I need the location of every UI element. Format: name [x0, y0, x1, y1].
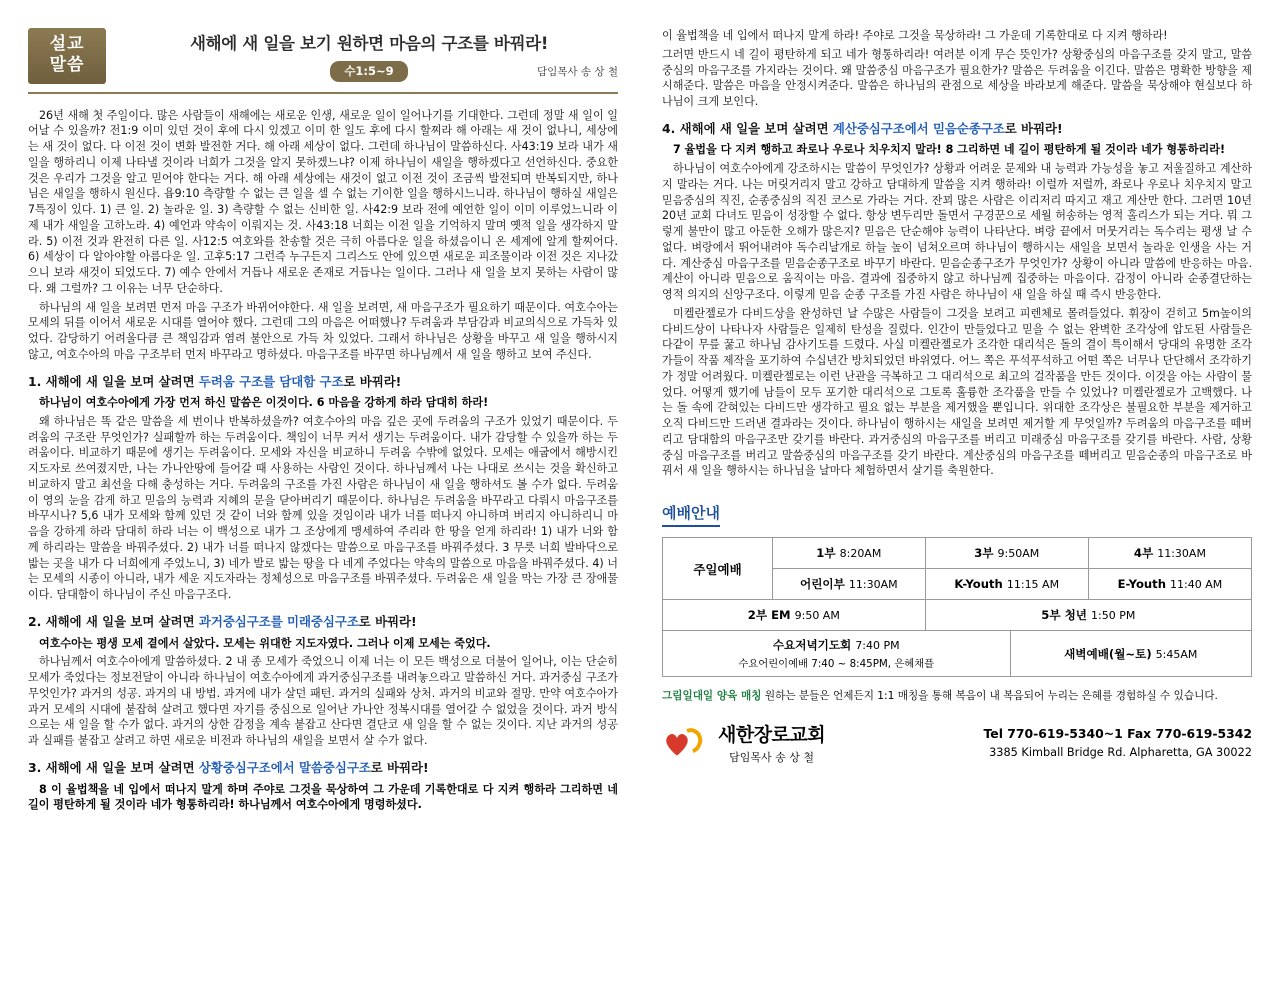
- wednesday-prayer-cell: 수요저녁기도회 7:40 PM 수요어린이예배 7:40 ~ 8:45PM, 은혜채플: [663, 631, 1011, 677]
- matching-note-highlight: 그림일대일 양육 매칭: [662, 690, 762, 703]
- footer: [662, 720, 1252, 765]
- section-2-paragraph-1: 하나님께서 여호수아에게 말씀하셨다. 2 내 종 모세가 죽었으니 이제 너는 이 모든 백성으로 더불어 일어나, 이는 단순히 모세가 죽었다는 정보전달이 아니라 하나님이 여호수아에게 과거중심구조를 내려놓으라고 말씀하신 거다. 과거중심 구조가 무엇인가? 과거의 성공. 과거의 내 방법. 과거에 내가 살던 패턴. 과거의 실패와 상처. 과거의 비교와 절망. 만약 여호수아가 과거 모세의 시대에 붙잡혀 살려고 했다면 자기를 중심으로 일어난 가나안 정복시대를 열어갈 수 없었을 것이다. 과거 방식으로는 새 일을 할 수가 없다. 과거의 상한 감정을 계속 붙잡고 산다면 결단코 새 일을 할 수 없는 것이다. 지난 과거의 성공과 실패를 붙잡고 살려고 하면 새로운 비전과 하나님의 새일을 보면서 살 수가 없다.: [28, 655, 618, 748]
- service-cell-kyouth: K-Youth 11:15 AM: [925, 569, 1088, 600]
- section-4-highlight: 계산중심구조에서 믿음순종구조: [832, 120, 1005, 136]
- title-wrap: [106, 28, 618, 84]
- dawn-prayer-cell: 새벽예배(월~토) 5:45AM: [1010, 631, 1252, 677]
- service-cell-children: 어린이부 11:30AM: [773, 569, 926, 600]
- footer-pastor-name: 담임목사 송 상 철: [729, 751, 814, 765]
- contact-info: [984, 726, 1253, 759]
- intro-paragraph-2: 하나님의 새 일을 보려면 먼저 마음 구조가 바뀌어야한다. 새 일을 보려면, 새 마음구조가 필요하기 때문이다. 여호수아는 모세의 뒤를 이어서 새로운 시대를 열어야 했다. 그런데 그의 마음은 어떠했나? 두려움과 부담감과 비교의식으로 가득차 있었다. 감당하기 어려울다큼 큰 책임감과 염려 불안으로 가득 차 있었다. 그래서 하나님은 상황을 바꾸고 새 일을 행하시지 않고, 여호수아의 마음 구조부터 먼저 바꾸라고 명하셨다. 마음구조를 바꾸면 하나님께서 새 일을 행하고 보여 주신다.: [28, 300, 618, 361]
- wednesday-prayer-sub: 수요어린이예배 7:40 ~ 8:45PM, 은혜채플: [738, 658, 935, 671]
- section-1-pre: 1. 새해에 새 일을 보며 살려면: [28, 373, 199, 389]
- section-3-highlight: 상황중심구조에서 말씀중심구조: [198, 759, 371, 775]
- section-2-pre: 2. 새해에 새 일을 보며 살려면: [28, 613, 199, 629]
- service-cell-5bu-youth: 5부 청년 1:50 PM: [925, 600, 1251, 631]
- section-heading-2: [28, 614, 618, 631]
- extra-services-table: [662, 630, 1252, 677]
- contact-address: 3385 Kimball Bridge Rd. Alpharetta, GA 30022: [989, 746, 1252, 760]
- church-logo-icon: [662, 726, 704, 760]
- worship-info-heading: 예배안내: [662, 502, 720, 527]
- masthead: [28, 28, 618, 94]
- section-2-post: 로 바꿔라!: [358, 613, 417, 629]
- service-cell-2bu-em: 2부 EM 9:50 AM: [663, 600, 926, 631]
- right-column: [640, 0, 1280, 987]
- section-3-pre: 3. 새해에 새 일을 보며 살려면: [28, 759, 199, 775]
- sermon-badge: [28, 28, 106, 84]
- section-1-verse: 하나님이 여호수아에게 가장 먼저 하신 말씀은 이것이다. 6 마음을 강하게 하라 담대히 하라!: [39, 396, 489, 410]
- sermon-badge-line1: 설교: [49, 34, 85, 54]
- sermon-title: 새해에 새 일을 보기 원하면 마음의 구조를 바꿔라!: [189, 33, 549, 53]
- section-4-paragraph-1: 하나님이 여호수아에게 강조하시는 말씀이 무엇인가? 상황과 어려운 문제와 내 능력과 가능성을 놓고 저울질하고 계산하지 말라는 거다. 나는 머릿거리지 말고 강하고 담대하게 말씀을 지켜 행하라! 이럴까 저럴까, 좌로나 우로나 치우치지 말고 믿음중심의 직진, 순종중심의 직진 코스로 가라는 거다. 잔꾀 많은 사람은 이리저리 따지고 재고 계산만 한다. 그러면 10년 20년 교회 다녀도 믿음이 성장할 수 없다. 항상 변두리만 돌면서 구경꾼으로 세월 허송하는 영적 홀리스가 되는 거다. 뭐 그렇게 불만이 많고 아둔한 오해가 많은지? 믿음은 단순해야 능력이 나타난다. 벼랑 끝에서 머뭇거리는 독수리는 평생 날 수 없다. 벼랑에서 뛰어내려야 독수리날개로 하늘 높이 넘쳐오르며 하나님이 행하시는 새일을 보면서 놀라운 인생을 사는 거다. 계산중심 마음구조를 믿음순종구조로 바꾸기 바란다. 믿음순종구조가 무엇인가? 상황이 아니라 말씀에 반응하는 마음. 계산이 아니라 믿음으로 움직이는 마음. 결과에 집중하지 않고 하나님께 집중하는 마음이다. 감정이 아니라 순종결단하는 영적 의지의 신앙구조다. 이렇게 믿음 순종 구조를 가진 사람은 하나님이 새 일을 하실 때 즉시 반응한다.: [662, 162, 1252, 302]
- section-4-post: 로 바꿔라!: [1004, 120, 1063, 136]
- table-row: [663, 631, 1252, 677]
- right-paragraph-2: 그러면 반드시 네 길이 평탄하게 되고 네가 형통하리라! 여러분 이게 무슨 뜻인가? 상황중심의 마음구조를 갖지 말고, 말씀중심의 마음구조를 가지라는 것이다. 왜 말씀중심 마음구조가 필요한가? 말씀은 두려움을 이긴다. 말씀은 명확한 방향을 제시해준다. 말씀은 마음을 안정시켜준다. 말씀은 하나님의 관점으로 세상을 바라보게 해준다. 말씀을 묵상해야 현실보다 하나님이 크게 보인다.: [662, 47, 1252, 108]
- section-heading-1: [28, 374, 618, 391]
- service-cell-eyouth: E-Youth 11:40 AM: [1088, 569, 1251, 600]
- section-1-paragraph-1: 왜 하나님은 똑 같은 말씀을 세 번이나 반복하셨을까? 여호수아의 마음 깊은 곳에 두려움의 구조가 있었기 때문이다. 두려움의 구조란 무엇인가? 실패할까 하는 두려움이다. 책임이 너무 커서 생기는 두려움이다. 내가 감당할 수 있을까 하는 두려움이다. 비교하기 때문에 생기는 두려움이다. 모세와 자신을 비교하니 두려움 수밖에 없었다. 모세는 애굽에서 해방시킨 지도자로 쓰여졌지만, 나는 가나안땅에 들어갈 때 사용하는 사람인 것이다. 하나님께서 나는 나대로 쓰시는 것을 확신하고 비교하지 말고 최선을 다해 충성하는 거다. 두려움의 구조를 가진 사람은 하나님이 새 일을 행하셔도 볼 수가 없다. 두려움이 영의 눈을 감게 하고 믿음의 능력과 지혜의 문을 닫아버리기 때문이다. 하나님은 두려움을 바꾸라고 다뤄시 마음구조를 바꾸시나? 5,6 내가 모세와 함께 있던 것 같이 너와 함께 있을 것임이라 내가 너를 떠나지 아니하며 버리지 아니하리니 마음을 강하게 하라 담대히 하라 너는 이 백성으로 내가 그 조상에게 맹세하여 주리라 한 땅을 얻게 하리라! 1) 내가 너와 함께 하리라는 말씀을 바꿔주셨다. 2) 내가 너를 떠나지 않겠다는 말씀으로 마음구조를 바꿔주셨다. 3 무릇 너희 발바닥으로 밟는 곳을 내가 다 너희에게 주었노니, 3) 네가 발로 밟는 땅을 다 네게 주었다는 약속의 말씀으로 마음을 바꿔주셨다. 4) 너는 모세의 시종이 아니라, 내가 세운 지도자라는 정체성으로 마음구조를 바꿔주셨다. 두려움은 새 일을 막는 가장 큰 장애물이다. 담대함이 하나님이 주신 마음구조다.: [28, 414, 618, 602]
- service-cell-1bu: 1부 8:20AM: [773, 538, 926, 569]
- service-cell-3bu: 3부 9:50AM: [925, 538, 1088, 569]
- section-2-verse: 여호수아는 평생 모세 곁에서 살았다. 모세는 위대한 지도자였다. 그러나 이제 모세는 죽었다.: [39, 636, 491, 650]
- section-heading-4: [662, 121, 1252, 138]
- table-row: [663, 600, 1252, 631]
- section-4-paragraph-2: 미켈란젤로가 다비드상을 완성하던 날 수많은 사람들이 그것을 보려고 피렌체로 몰려들었다. 휘장이 걷히고 5m높이의 다비드상이 나타나자 사람들은 일제히 탄성을 질렀다. 인간이 만들었다고 믿을 수 없는 완벽한 조각상에 압도된 사람들은 다같이 무릎 꿇고 하나님 감사기도를 드렸다. 사실 미켈란젤로가 조각한 대리석은 돌의 결이 특이해서 당대의 유명한 조각가들이 작품 제작을 포기하여 수십년간 방치되었던 바위였다. 어느 쪽은 푸석푸석하고 어떤 쪽은 너무나 단단해서 조각하기가 정말 어려웠다. 미켈란젤로는 이런 난관을 극복하고 그 대리석으로 최고의 걸작품을 만든 것이다. 이것을 아는 사람이 물었다. 어떻게 했기에 남들이 모두 포기한 대리석으로 그토록 훌륭한 조각품을 만들 수 있었나? 미켈란젤로가 고백했다. 나는 돌 속에 갇혀있는 다비드만 생각하고 필요 없는 부분을 제거했을 뿐입니다. 위대한 조각상은 불필요한 부분을 제거하고 오직 다비드만 드러낸 결과라는 것이다. 하나님이 행하시는 새일을 보려면 제거할 게 무엇일까? 두려움의 마음구조를 떼버리고 담대함의 마음구조만 갖기를 바란다. 과거중심의 마음구조를 버리고 미래중심 마음구조를 갖기를 바란다. 사람, 상황중심 마음구조를 버리고 말씀중심의 마음구조를 갖기 바란다. 계산중심의 마음구조를 떼버리고 믿음순종의 마음구조로 바꿔서 새 일을 행하시는 하나님을 날마다 체험하면서 살기를 축원한다.: [662, 306, 1252, 478]
- preacher-name: 담임목사 송 상 철: [536, 65, 618, 78]
- sermon-badge-line2: 말씀: [49, 55, 85, 76]
- section-3-verse: 8 이 율법책을 네 입에서 떠나지 말게 하며 주야로 그것을 묵상하여 그 가운데 기록한대로 다 지켜 행하라 그리하면 네 길이 평탄하게 될 것이라 네가 형통하리라! 하나님께서 여호수아에게 명령하셨다.: [28, 782, 618, 812]
- section-1-post: 로 바꿔라!: [343, 373, 402, 389]
- section-1-highlight: 두려움 구조를 담대함 구조: [198, 373, 344, 389]
- sunday-worship-label: 주일예배: [663, 538, 773, 600]
- church-identity: [718, 720, 825, 765]
- matching-note: [662, 689, 1252, 704]
- scripture-row: [120, 61, 618, 82]
- scripture-reference: 수1:5~9: [330, 61, 407, 82]
- section-2-highlight: 과거중심구조를 미래중심구조: [198, 613, 359, 629]
- section-4-verse: 7 율법을 다 지켜 행하고 좌로나 우로나 치우치지 말라! 8 그리하면 네 길이 평탄하게 될 것이라 네가 형통하리라!: [673, 143, 1226, 157]
- section-heading-3: [28, 760, 618, 777]
- right-paragraph-1: 이 율법책을 네 입에서 떠나지 말게 하라! 주야로 그것을 묵상하라! 그 가운데 기록한대로 다 지켜 행하라!: [662, 29, 1168, 42]
- service-cell-4bu: 4부 11:30AM: [1088, 538, 1251, 569]
- matching-note-text: 원하는 분들은 언제든지 1:1 매칭을 통해 복음이 내 복음되어 누리는 은혜를 경험하실 수 있습니다.: [761, 690, 1218, 703]
- worship-schedule-table: [662, 537, 1252, 631]
- section-4-pre: 4. 새해에 새 일을 보며 살려면: [662, 120, 833, 136]
- intro-paragraph-1: 26년 새해 첫 주일이다. 많은 사람들이 새해에는 새로운 인생, 새로운 일이 일어나기를 기대한다. 그런데 정말 새 일이 일어날 수 있을까? 전1:9 이미 있던 것이 후에 다시 있겠고 이미 한 일도 후에 다시 할찌라 해 아래는 새 것이 없나니, 세상에는 새 것이 없다. 다 이전 것이 변화 발전한 거다. 해 아래 세상이 없다. 그런데 하나님이 말씀하신다. 사43:19 보라 내가 새 일을 행하리니 이제 나타낼 것이라 너희가 그것을 알지 못하겠느냐? 이제 하나님이 새일을 행하겠다고 선언하신다. 중요한 것은 우리가 그것을 알고 믿어야 한다는 거다. 해 아래 세상에는 새것이 없고 이전 것이 조금씩 발전되며 반복되지만, 하나님은 새일을 행하시 원신다. 욥9:10 측량할 수 없는 큰 일을 셀 수 없는 기이한 일을 행하시느니라. 하나님이 행하실 새일은 7특징이 있다. 1) 큰 일. 2) 놀라운 일. 3) 측량할 수 없는 신비한 일. 사42:9 보라 전에 예언한 일이 이미 이루었느니라 이제 내가 새일을 고하노라. 4) 예언과 약속이 이뤄지는 것. 사43:18 너희는 이전 일을 기억하지 말며 옛적 일을 생각하지 말라. 5) 이전 것과 완전히 다른 일. 사12:5 여호와를 찬송할 것은 극히 아름다운 일을 하셨음이니 온 세계에 알게 할찌어다. 6) 세상이 다 알아야할 아름다운 일. 고후5:17 그런즉 누구든지 그리스도 안에 있으면 새로운 피조물이라 이전 것은 지나갔으니 보라 새것이 되었도다. 7) 예수 안에서 거듭나 새로운 존재로 거듭나는 일이다. 그러나 새 일을 보지 못하는 사람이 많다. 왜 그럴까? 그 이유는 너무 단순하다.: [28, 108, 618, 295]
- table-row: [663, 538, 1252, 569]
- contact-phone: Tel 770-619-5340~1 Fax 770-619-5342: [983, 726, 1252, 742]
- church-name: 새한장로교회: [718, 724, 826, 747]
- section-3-post: 로 바꿔라!: [370, 759, 429, 775]
